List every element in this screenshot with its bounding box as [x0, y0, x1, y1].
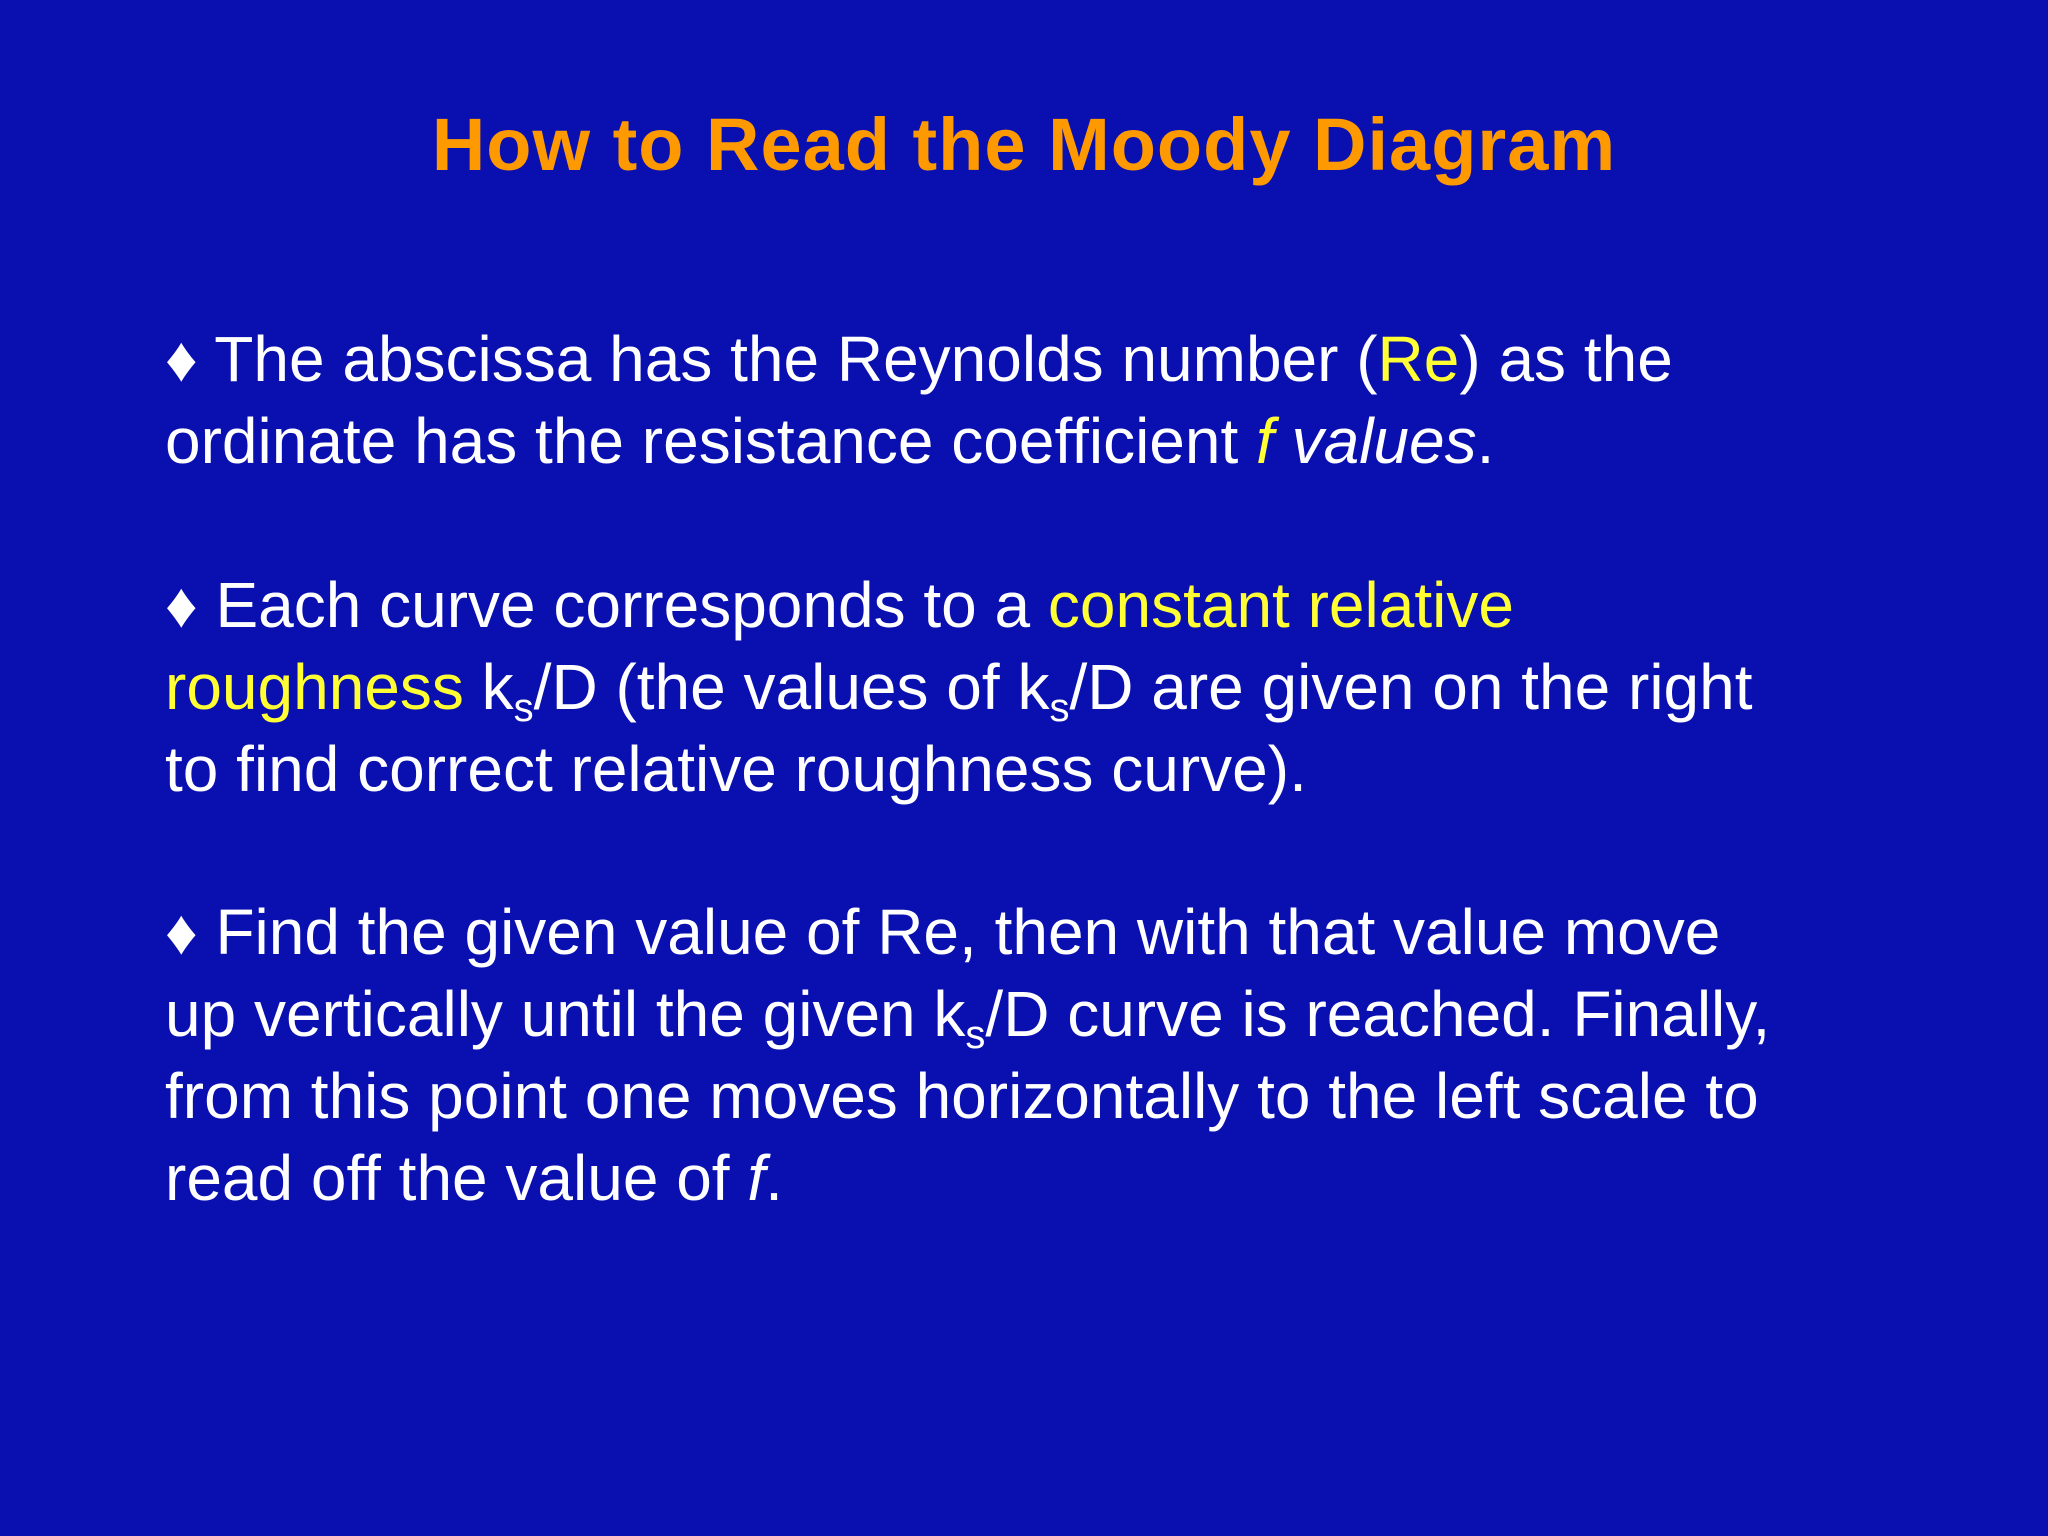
bullet-1	[165, 318, 1925, 482]
bullet-2-line-1-prefix: ♦ Each curve corresponds to a	[165, 569, 1048, 641]
ks-subscript-3: s	[965, 1013, 986, 1057]
bullet-3-line-4-prefix: read off the value of	[165, 1142, 748, 1214]
bullet-2-line-1	[165, 564, 1925, 646]
ks-k-1: k	[463, 651, 514, 723]
ks-subscript-1: s	[513, 686, 534, 730]
bullet-3-line-4	[165, 1137, 1925, 1219]
bullet-3-line-1: ♦ Find the given value of Re, then with that value move	[165, 896, 1721, 968]
bullet-3-line-2	[165, 973, 1925, 1055]
bullet-3-line-2-suffix: /D curve is reached. Finally,	[985, 978, 1771, 1050]
roughness-highlight: roughness	[165, 651, 464, 723]
f-symbol-highlight: f	[1256, 405, 1274, 477]
f-italic: f	[747, 1142, 766, 1214]
values-italic: values	[1273, 405, 1477, 477]
bullet-1-line-2-prefix: ordinate has the resistance coefficient	[165, 405, 1257, 477]
bullet-2-line-2	[165, 646, 1925, 728]
bullet-2-line-2-suffix: /D are given on the right	[1069, 651, 1753, 723]
bullet-1-line-2-suffix: .	[1476, 405, 1495, 477]
slide-title: How to Read the Moody Diagram	[431, 103, 1617, 186]
constant-relative-highlight: constant relative	[1047, 569, 1514, 641]
bullet-1-line-1-suffix: ) as the	[1459, 323, 1673, 395]
bullet-1-line-2	[165, 400, 1925, 482]
bullet-1-line-1	[165, 318, 1925, 400]
bullet-1-line-1-prefix: ♦ The abscissa has the Reynolds number (	[165, 323, 1378, 395]
bullet-2-line-3: to find correct relative roughness curve).	[165, 733, 1307, 805]
bullet-2	[165, 564, 1925, 810]
bullet-3-line-4-suffix: .	[765, 1142, 783, 1214]
ks-subscript-2: s	[1049, 686, 1070, 730]
bullet-3	[165, 891, 1925, 1219]
bullet-3-line-3: from this point one moves horizontally to the left scale to	[165, 1060, 1759, 1132]
bullet-2-line-2-mid: /D (the values of k	[533, 651, 1050, 723]
reynolds-number-highlight: Re	[1377, 323, 1460, 395]
bullet-3-line-2-prefix: up vertically until the given k	[165, 978, 966, 1050]
